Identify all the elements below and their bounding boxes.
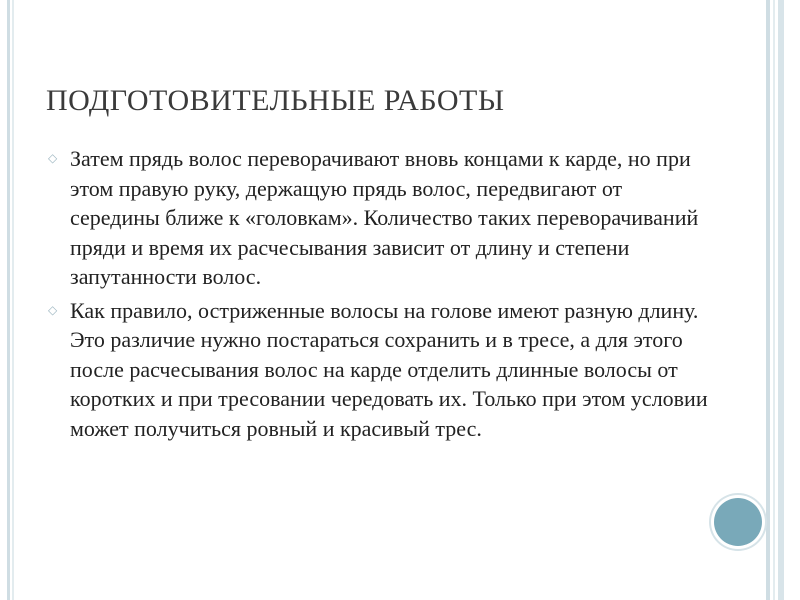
bullet-item: [48, 144, 708, 292]
bullet-text: Затем прядь волос переворачивают вновь концами к карде, но при этом правую руку, держащую прядь волос, передвигают от середины ближе к «головкам». Количество таких переворачиваний пряди и время их расчесывания зависит от длину и степени запутанности волос.: [70, 146, 699, 289]
left-border-stripe-inner: [12, 0, 14, 600]
right-border-stripe-outer: [778, 0, 784, 600]
decorative-circle-icon: [714, 498, 762, 546]
bullet-diamond-icon: ◇: [48, 302, 58, 317]
bullet-item: [48, 296, 708, 444]
right-border-stripe: [766, 0, 770, 600]
slide-body: [48, 144, 708, 447]
bullet-text: Как правило, остриженные волосы на голове имеют разную длину. Это различие нужно постараться сохранить и в тресе, а для этого после расчесывания волос на карде отделить длинные волосы от коротких и при тресовании чередовать их. Только при этом условии может получиться ровный и красивый трес.: [70, 297, 708, 441]
left-border-stripe: [7, 0, 10, 600]
bullet-diamond-icon: ◇: [48, 151, 58, 165]
right-border-stripe-inner: [773, 0, 775, 600]
slide-title: ПОДГОТОВИТЕЛЬНЫЕ РАБОТЫ: [46, 84, 505, 117]
